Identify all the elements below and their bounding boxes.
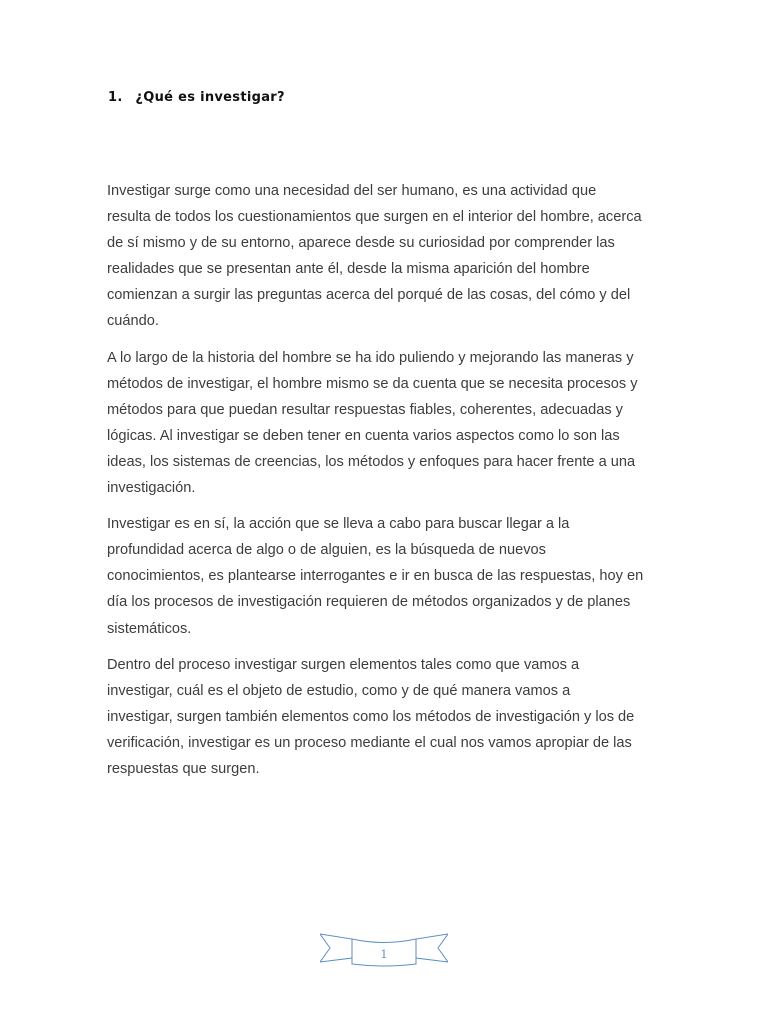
paragraph-2: A lo largo de la historia del hombre se ha ido puliendo y mejorando las maneras y métodos de investigar, el hombre mismo se da cuenta que se necesita procesos y métodos para que puedan resultar respuestas fiables, coherentes, adecuadas y lógicas. Al investigar se deben tener en cuenta varios aspectos como lo son las ideas, los sistemas de creencias, los métodos y enfoques para hacer frente a una investigación.	[107, 349, 638, 497]
page-number-ribbon	[320, 930, 448, 970]
ribbon-banner-icon	[320, 930, 448, 970]
section-title: ¿Qué es investigar?	[135, 90, 285, 105]
paragraph-1: Investigar surge como una necesidad del ser humano, es una actividad que resulta de todos los cuestionamientos que surgen en el interior del hombre, acerca de sí mismo y de su entorno, aparece desde su curiosidad por comprender las realidades que se presentan ante él, desde la misma aparición del hombre comienzan a surgir las preguntas acerca del porqué de las cosas, del cómo y del cuándo.	[107, 183, 642, 330]
paragraph-4: Dentro del proceso investigar surgen elementos tales como que vamos a investigar, cuál es el objeto de estudio, como y de qué manera vamos a investigar, surgen también elementos como los métodos de investigación y los de verificación, investigar es un proceso mediante el cual nos vamos apropiar de las respuestas que surgen.	[107, 656, 635, 777]
page-number: 1	[380, 948, 388, 961]
section-number: 1.	[108, 90, 123, 105]
paragraph-3: Investigar es en sí, la acción que se lleva a cabo para buscar llegar a la profundidad acerca de algo o de alguien, es la búsqueda de nuevos conocimientos, es plantearse interrogantes e ir en busca de las respuestas, hoy en día los procesos de investigación requieren de métodos organizados y de planes sistemáticos.	[107, 516, 644, 637]
body-text	[107, 178, 667, 792]
section-heading	[108, 90, 285, 105]
